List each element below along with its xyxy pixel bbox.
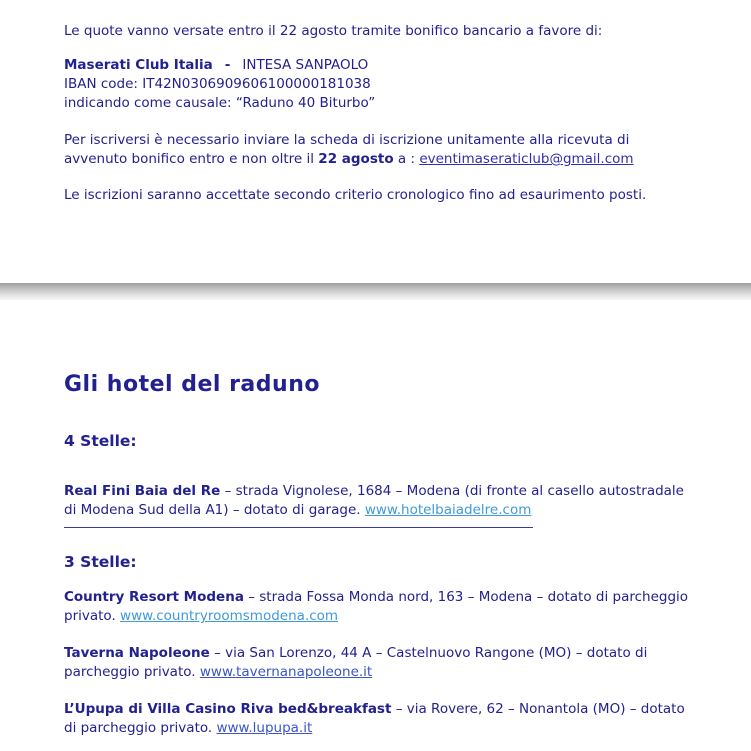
bank-details-block (64, 56, 693, 113)
hotel-website-link[interactable]: www.lupupa.it (216, 720, 313, 736)
hotel-details: – via San Lorenzo, 44 A – Castelnuovo Rangone (MO) – dotato di parcheggio privato. (64, 645, 648, 680)
dash-separator: - (224, 57, 231, 73)
four-star-heading: 4 Stelle: (64, 432, 137, 450)
hotel-website-link[interactable]: www.tavernanapoleone.it (199, 664, 373, 680)
club-name: Maserati Club Italia (64, 57, 213, 73)
acceptance-note: Le iscrizioni saranno accettate secondo criterio cronologico fino ad esaurimento posti. (64, 187, 647, 203)
three-star-heading: 3 Stelle: (64, 553, 137, 571)
hotel-details: – via Rovere, 62 – Nonantola (MO) – dotato di parcheggio privato. (64, 701, 685, 736)
hotel-details: – strada Vignolese, 1684 – Modena (di fronte al casello autostradale di Modena Sud della A1) – dotato di garage. (64, 483, 684, 518)
payment-instruction-text: Le quote vanno versate entro il 22 agosto tramite bonifico bancario a favore di: (64, 23, 603, 39)
hotel-entry-upupa (64, 700, 693, 738)
hotel-entry-taverna-napoleone (64, 644, 693, 682)
hotel-details: – strada Fossa Monda nord, 163 – Modena – dotato di parcheggio privato. (64, 589, 689, 624)
hotel-website-link[interactable]: www.hotelbaiadelre.com (364, 502, 532, 518)
document-page-1 (0, 0, 751, 283)
email-link[interactable]: eventimaseraticlub@gmail.com (419, 151, 634, 167)
hotel-name: Real Fini Baia del Re (64, 483, 221, 499)
hotel-name: Country Resort Modena (64, 589, 244, 605)
registration-text-pre: Per iscriversi è necessario inviare la scheda di iscrizione unitamente alla ricevuta di avvenuto bonifico entro e non oltre il (64, 132, 630, 167)
divider-line (64, 527, 533, 528)
registration-instruction (64, 131, 693, 169)
bank-account-holder-line (64, 56, 693, 75)
hotel-name: L’Upupa di Villa Casino Riva bed&breakfast (64, 701, 392, 717)
document-page-2 (0, 300, 751, 751)
bank-name: INTESA SANPAOLO (242, 57, 369, 73)
page-break-separator (0, 283, 751, 300)
deadline-date: 22 agosto (318, 151, 394, 167)
causale-line: indicando come causale: “Raduno 40 Biturbo” (64, 95, 376, 111)
hotel-entry-country-resort (64, 588, 693, 626)
hotel-name: Taverna Napoleone (64, 645, 210, 661)
iban-line: IBAN code: IT42N0306909606100000181038 (64, 76, 371, 92)
hotel-website-link[interactable]: www.countryroomsmodena.com (120, 608, 339, 624)
hotels-section-title: Gli hotel del raduno (64, 372, 320, 397)
registration-text-mid: a : (393, 151, 420, 167)
hotel-entry-real-fini (64, 482, 693, 520)
